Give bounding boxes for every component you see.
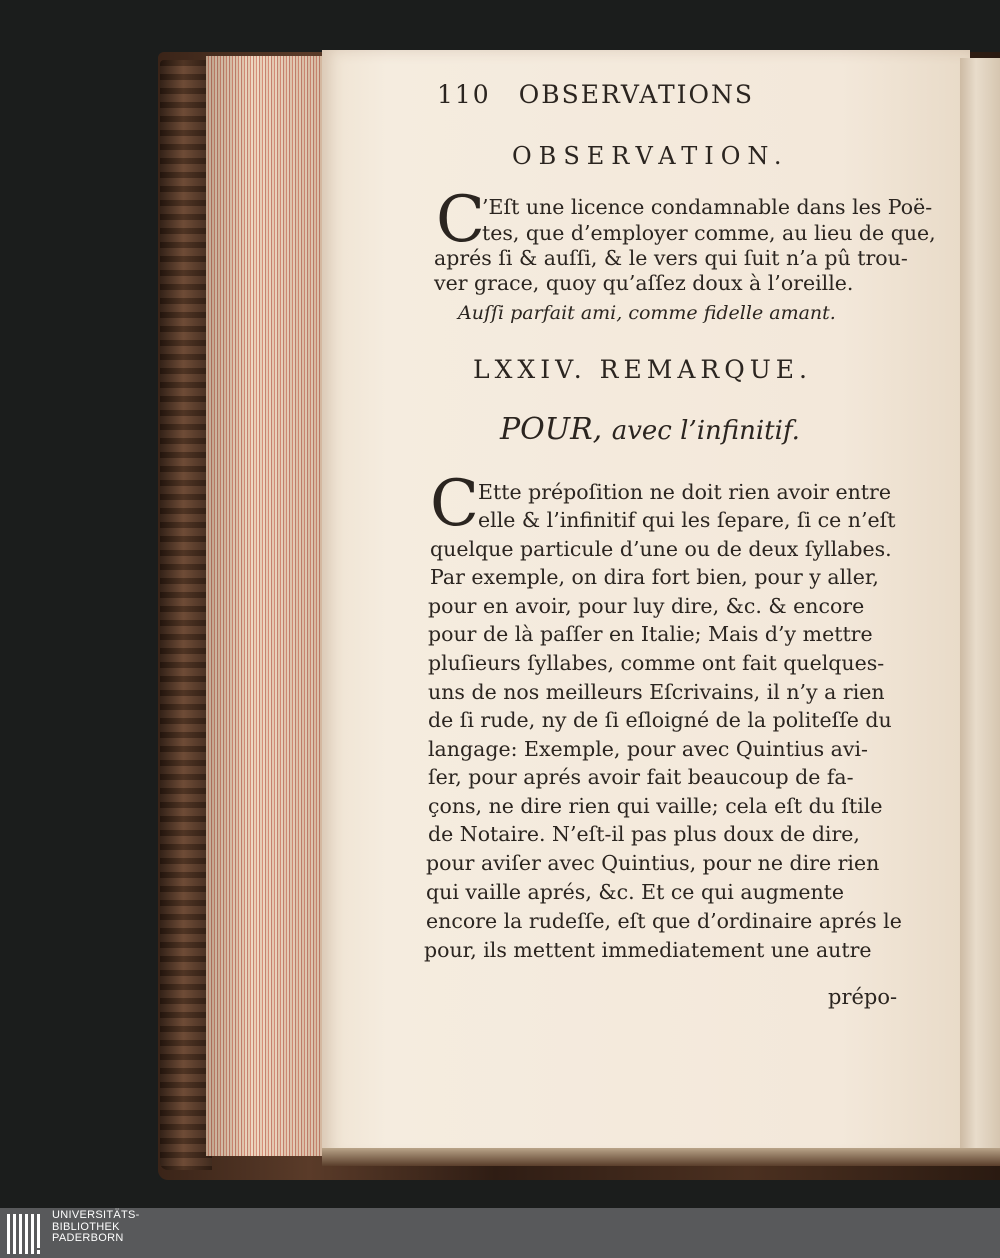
remark-title: LXXIV. REMARQUE. — [473, 355, 812, 384]
book-spine — [160, 60, 212, 1170]
observation-line: aprés ſi & auſſi, & le vers qui ſuit n’a pû trou- — [434, 246, 908, 270]
remark-line: elle & l’infinitif qui les ſepare, ſi ce n’eſt — [478, 508, 896, 532]
observation-quote: Auſſi parfait ami, comme fidelle amant. — [458, 302, 836, 324]
page-stack-shade — [206, 56, 326, 1156]
remark-drop-cap: C — [430, 467, 479, 541]
remark-line: pour de là paſſer en Italie; Mais d’y mettre — [428, 622, 873, 646]
remark-line: encore la rudeſſe, eſt que d’ordinaire aprés le — [426, 909, 902, 933]
observation-line: ver grace, quoy qu’aſſez doux à l’oreille. — [434, 271, 854, 295]
remark-line: pluſieurs ſyllabes, comme ont fait quelques- — [428, 651, 885, 675]
next-page-edge — [960, 58, 1000, 1158]
remark-line: pour aviſer avec Quintius, pour ne dire rien — [426, 851, 880, 875]
library-name-line1: UNIVERSITÄTS- — [52, 1209, 140, 1221]
university-library-logo-icon — [6, 1212, 46, 1256]
remark-subtitle — [500, 412, 800, 447]
observation-line: ’Eſt une licence condamnable dans les Poë- — [482, 195, 933, 219]
running-head — [437, 80, 754, 109]
library-name-line3: PADERBORN — [52, 1232, 124, 1244]
remark-line: Par exemple, on dira fort bien, pour y aller, — [430, 565, 879, 589]
page-number: 110 — [437, 80, 491, 109]
remark-line: çons, ne dire rien qui vaille; cela eſt du ſtile — [428, 794, 883, 818]
remark-line: pour en avoir, pour luy dire, &c. & encore — [428, 594, 865, 618]
catchword: prépo- — [828, 985, 898, 1009]
page-bottom-shadow — [322, 1148, 1000, 1166]
observation-line: tes, que d’employer comme, au lieu de que, — [482, 221, 936, 245]
remark-line: de ſi rude, ny de ſi eſloigné de la politeſſe du — [428, 708, 892, 732]
remark-line: quelque particule d’une ou de deux ſyllabes. — [430, 537, 892, 561]
remark-line: qui vaille aprés, &c. Et ce qui augmente — [426, 880, 845, 904]
remark-subtitle-main: POUR, — [500, 412, 603, 447]
remark-subtitle-rest: avec l’infinitif. — [611, 416, 800, 446]
library-footer-bar — [0, 1208, 1000, 1258]
remark-line: Ette prépoſition ne doit rien avoir entre — [478, 480, 891, 504]
observation-drop-cap: C — [436, 183, 485, 257]
library-name-line2: BIBLIOTHEK — [52, 1220, 120, 1233]
running-head-title: OBSERVATIONS — [518, 80, 754, 109]
observation-title: OBSERVATION. — [512, 142, 789, 170]
remark-line: ſer, pour aprés avoir fait beaucoup de fa- — [428, 765, 854, 789]
remark-line: de Notaire. N’eſt-il pas plus doux de dire, — [428, 822, 860, 846]
remark-line: uns de nos meilleurs Eſcrivains, il n’y a rien — [428, 680, 885, 704]
remark-line: langage: Exemple, pour avec Quintius avi- — [428, 737, 868, 761]
library-name — [52, 1210, 140, 1245]
remark-line: pour, ils mettent immediatement une autre — [424, 938, 872, 962]
